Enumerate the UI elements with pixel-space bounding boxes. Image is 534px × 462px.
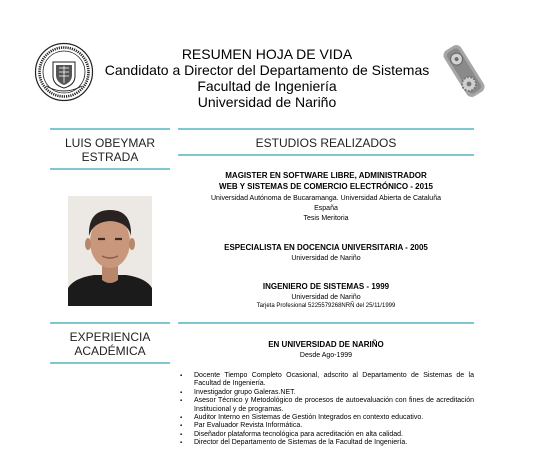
name-top-rule [50, 128, 170, 130]
engineering-gears-icon [440, 40, 488, 102]
studies-section-title: ESTUDIOS REALIZADOS [255, 136, 397, 150]
candidate-photo [68, 196, 152, 306]
document-title: RESUMEN HOJA DE VIDA [181, 46, 353, 62]
faculty-name: Facultad de Ingeniería [197, 78, 337, 94]
experience-title-line1: EXPERIENCIA [69, 330, 151, 344]
name-bottom-rule [50, 168, 170, 170]
duty-item: ▪ Investigador grupo Galeras.NET. [176, 389, 474, 397]
study-1-degree-line2: WEB Y SISTEMAS DE COMERCIO ELECTRÓNICO - 2015 [219, 182, 433, 191]
studies-top-rule [178, 128, 474, 130]
duty-item: ▪ Diseñador plataforma tecnológica para acreditación en alta calidad. [176, 431, 474, 439]
experience-top-rule [50, 322, 170, 324]
study-1-country: España [314, 205, 338, 212]
experience-institution: EN UNIVERSIDAD DE NARIÑO [268, 340, 384, 349]
candidate-name-line2: ESTRADA [81, 150, 139, 164]
study-2-degree: ESPECIALISTA EN DOCENCIA UNIVERSITARIA - 2005 [224, 243, 428, 252]
study-1-note: Tesis Meritoria [303, 215, 349, 222]
study-1-degree-line1: MAGISTER EN SOFTWARE LIBRE, ADMINISTRADOR [225, 171, 427, 180]
duty-item: ▪ Director del Departamento de Sistemas de la Facultad de Ingeniería. [176, 439, 474, 447]
university-seal-logo [34, 42, 94, 102]
study-3-license: Tarjeta Profesional 5225579268NRÑ del 25/11/1999 [256, 303, 396, 309]
duty-item: ▪ Auditor Interno en Sistemas de Gestión Integrados en contexto educativo. [176, 414, 474, 422]
experience-title-line2: ACADÉMICA [74, 344, 146, 358]
study-3-institution: Universidad de Nariño [291, 294, 361, 301]
study-2-institution: Universidad de Nariño [291, 255, 361, 262]
experience-bottom-rule [50, 362, 170, 364]
studies-bottom-rule [178, 154, 474, 156]
duties-list [176, 372, 474, 448]
university-name: Universidad de Nariño [197, 94, 337, 110]
study-1-institution: Universidad Autónoma de Bucaramanga. Universidad Abierta de Cataluña [211, 195, 441, 202]
experience-right-rule [178, 322, 474, 324]
duty-item: ▪ Asesor Técnico y Metodológico de procesos de autoevaluación con fines de acreditación Institucional y de programas. [176, 397, 474, 414]
experience-since: Desde Ago-1999 [299, 352, 353, 359]
duty-item: ▪ Par Evaluador Revista Informática. [176, 422, 474, 430]
candidate-name-line1: LUIS OBEYMAR [64, 136, 156, 150]
study-3-degree: INGENIERO DE SISTEMAS - 1999 [262, 282, 390, 291]
duty-item: ▪ Docente Tiempo Completo Ocasional, adscrito al Departamento de Sistemas de la Facultad de Ingeniería. [176, 372, 474, 389]
document-subtitle: Candidato a Director del Departamento de Sistemas [104, 62, 430, 78]
